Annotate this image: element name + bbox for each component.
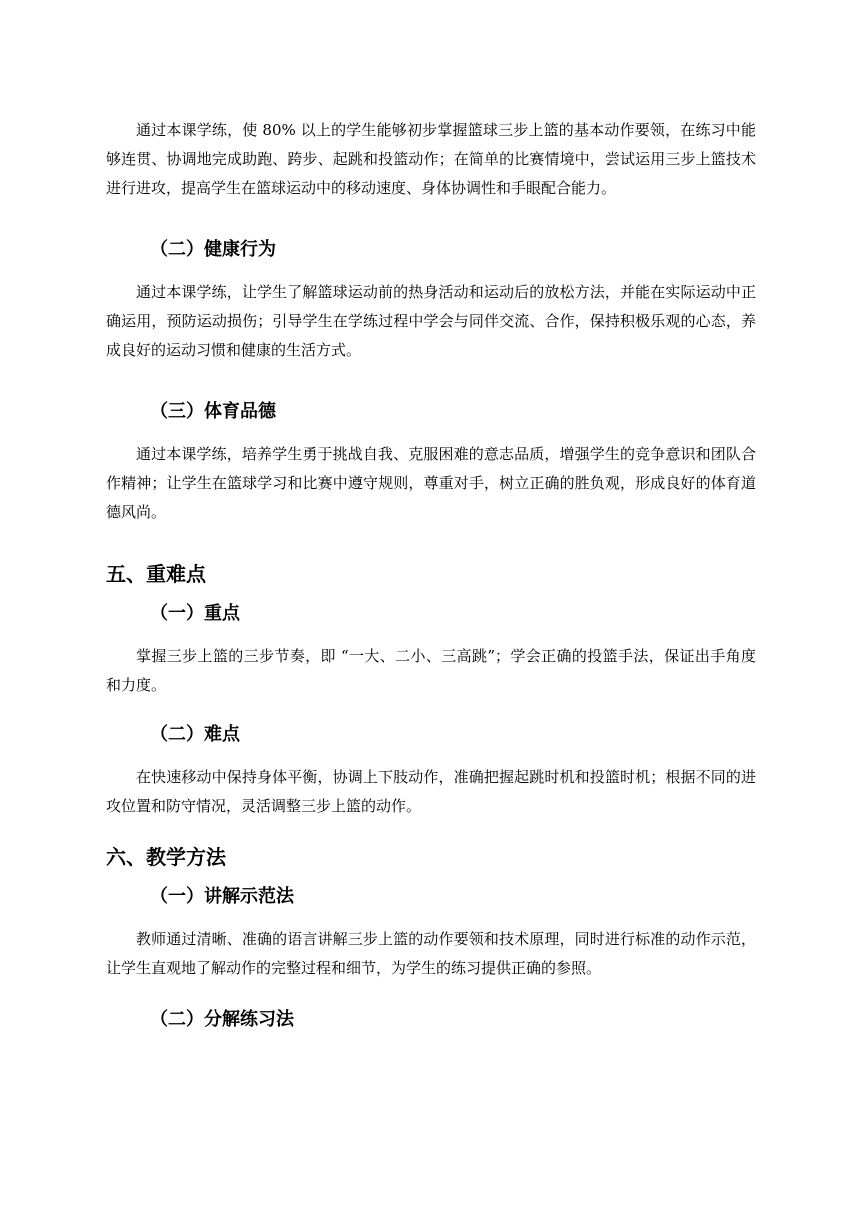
paragraph-explain-demonstrate: 教师通过清晰、准确的语言讲解三步上篮的动作要领和技术原理，同时进行标准的动作示范，让学生直观地了解动作的完整过程和细节，为学生的练习提供正确的参照。	[106, 930, 756, 977]
heading-key-point: （一）重点	[150, 603, 240, 624]
paragraph-health-behavior: 通过本课学练，让学生了解篮球运动前的热身活动和运动后的放松方法，并能在实际运动中正确运用，预防运动损伤；引导学生在学练过程中学会与同伴交流、合作，保持积极乐观的心态，养成良好的运动习惯和健康的生活方式。	[106, 283, 756, 359]
paragraph-skill-goal: 通过本课学练，使 80% 以上的学生能够初步掌握篮球三步上篮的基本动作要领，在练习中能够连贯、协调地完成助跑、跨步、起跳和投篮动作；在简单的比赛情境中，尝试运用三步上篮技术进行进攻，提高学生在篮球运动中的移动速度、身体协调性和手眼配合能力。	[106, 121, 756, 197]
section-heading-key-difficult: 五、重难点	[106, 562, 206, 586]
paragraph-difficult-point: 在快速移动中保持身体平衡，协调上下肢动作，准确把握起跳时机和投篮时机；根据不同的进攻位置和防守情况，灵活调整三步上篮的动作。	[106, 768, 756, 815]
section-heading-teaching-methods: 六、教学方法	[106, 845, 226, 869]
heading-sports-ethics: （三）体育品德	[150, 401, 276, 422]
heading-breakdown-practice: （二）分解练习法	[150, 1009, 294, 1030]
heading-explain-demonstrate: （一）讲解示范法	[150, 886, 294, 907]
paragraph-key-point: 掌握三步上篮的三步节奏，即 “一大、二小、三高跳”；学会正确的投篮手法，保证出手角度和力度。	[106, 647, 756, 694]
heading-difficult-point: （二）难点	[150, 724, 240, 745]
paragraph-sports-ethics: 通过本课学练，培养学生勇于挑战自我、克服困难的意志品质，增强学生的竞争意识和团队合作精神；让学生在篮球学习和比赛中遵守规则，尊重对手，树立正确的胜负观，形成良好的体育道德风尚。	[106, 445, 756, 521]
heading-health-behavior: （二）健康行为	[150, 239, 276, 260]
